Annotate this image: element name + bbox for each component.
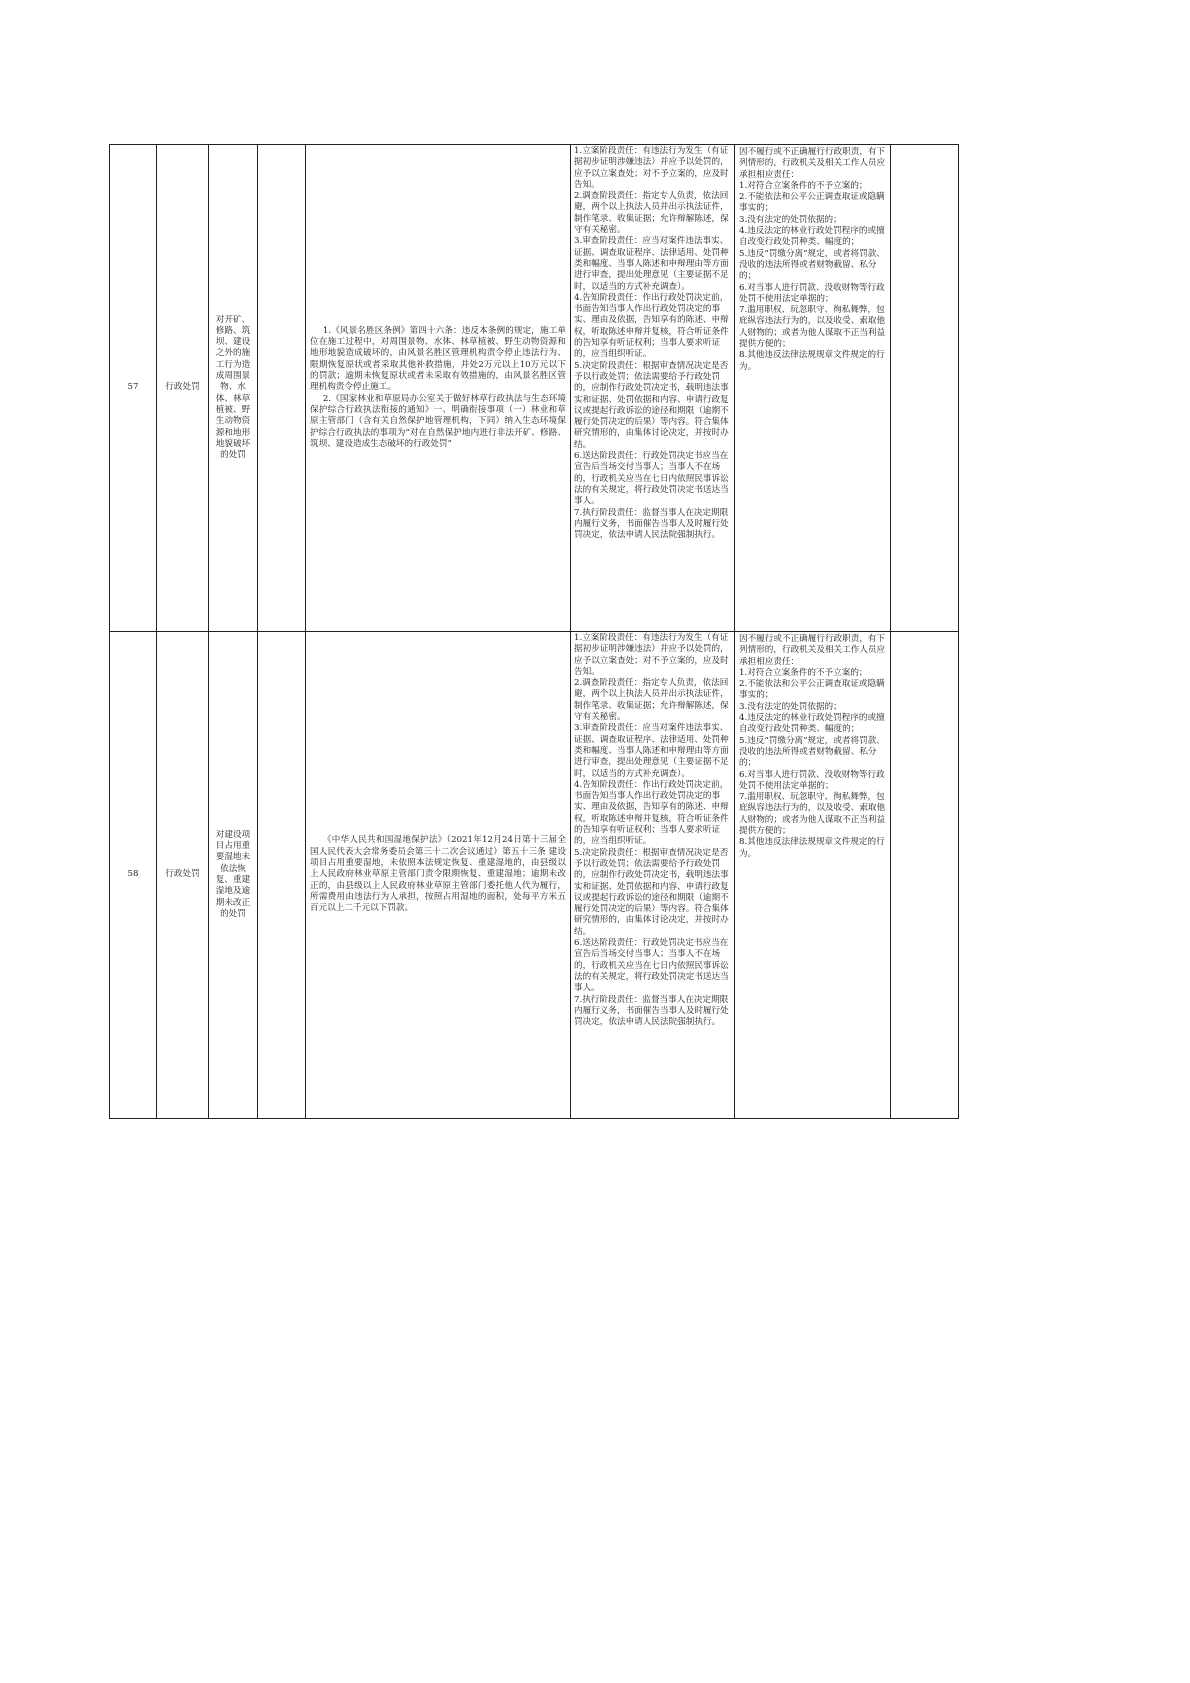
accountability-item: 2.不能依法和公平公正调查取证或隐瞒事实的；	[739, 192, 885, 214]
responsibility-item: 1.立案阶段责任：有违法行为发生（有证据初步证明涉嫌违法）并应予以处罚的，应予以立案查处；对不予立案的，应及时告知。	[574, 146, 729, 190]
accountability-item: 3.没有法定的处罚依据的；	[739, 701, 842, 712]
accountability-items	[735, 632, 891, 1119]
power-list-table	[109, 144, 959, 1119]
accountability-item: 4.违反法定的林业行政处罚程序的或擅自改变行政处罚种类、幅度的；	[739, 226, 885, 248]
accountability-item: 7.滥用职权、玩忽职守、徇私舞弊，包庇纵容违法行为的，以及收受、索取他人财物的；或者为他人谋取不正当利益提供方便的；	[739, 792, 886, 837]
legal-basis-clause: 2.《国家林业和草原局办公室关于做好林草行政执法与生态环境保护综合行政执法衔接的通知》一、明确衔接事项（一）林业和草原主管部门（含有关自然保护地管理机构，下同）纳入生态环境保护综合行政执法的事项为“对在自然保护地内进行非法开矿、修路、筑坝、建设造成生态破坏的行政处罚”	[310, 393, 566, 449]
accountability-item: 因不履行或不正确履行行政职责，有下列情形的，行政机关及相关工作人员应承担相应责任：	[739, 147, 886, 180]
responsibility-item: 2.调查阶段责任：指定专人负责，依法回避，两个以上执法人员并出示执法证件，制作笔录、收集证据；允许辩解陈述，保守有关秘密。	[574, 678, 729, 723]
responsibility-items	[571, 632, 735, 1119]
responsibility-item: 1.立案阶段责任：有违法行为发生（有证据初步证明涉嫌违法）并应予以处罚的，应予以立案查处；对不予立案的，应及时告知。	[574, 633, 729, 677]
table-row	[110, 145, 959, 632]
responsibility-item: 3.审查阶段责任：应当对案件违法事实、证据、调查取证程序、法律适用、处罚种类和幅度、当事人陈述和申辩理由等方面进行审查，提出处理意见（主要证据不足时，以适当的方式补充调查）。	[574, 236, 729, 292]
responsibility-item: 6.送达阶段责任：行政处罚决定书应当在宣告后当场交付当事人；当事人不在场的，行政机关应当在七日内依照民事诉讼法的有关规定，将行政处罚决定书送达当事人。	[574, 938, 729, 994]
accountability-item: 6.对当事人进行罚款、没收财物等行政处罚不使用法定单据的；	[739, 769, 885, 791]
legal-basis	[306, 145, 571, 632]
legal-basis	[306, 632, 571, 1119]
power-item-name: 对建设项目占用重要湿地未依法恢复、重建湿地及逾期未改正的处罚	[209, 632, 258, 1119]
accountability-item: 因不履行或不正确履行行政职责，有下列情形的，行政机关及相关工作人员应承担相应责任：	[739, 634, 886, 667]
accountability-item: 4.违反法定的林业行政处罚程序的或擅自改变行政处罚种类、幅度的；	[739, 713, 885, 735]
remarks-cell	[891, 632, 959, 1119]
responsibility-item: 6.送达阶段责任：行政处罚决定书应当在宣告后当场交付当事人；当事人不在场的，行政机关应当在七日内依照民事诉讼法的有关规定，将行政处罚决定书送达当事人。	[574, 451, 729, 507]
responsibility-item: 3.审查阶段责任：应当对案件违法事实、证据、调查取证程序、法律适用、处罚种类和幅度、当事人陈述和申辩理由等方面进行审查，提出处理意见（主要证据不足时，以适当的方式补充调查）。	[574, 723, 729, 779]
responsibility-item: 2.调查阶段责任：指定专人负责，依法回避，两个以上执法人员并出示执法证件，制作笔录、收集证据；允许辩解陈述，保守有关秘密。	[574, 191, 729, 236]
power-category: 行政处罚	[157, 632, 209, 1119]
row-number: 58	[110, 632, 157, 1119]
responsibility-item: 4.告知阶段责任：作出行政处罚决定前，书面告知当事人作出行政处罚决定的事实、理由及依据，告知享有的陈述、申辩权，听取陈述申辩并复核，符合听证条件的告知享有听证权利；当事人要求听证的，应当组织听证。	[574, 779, 729, 847]
power-category: 行政处罚	[157, 145, 209, 632]
responsibility-items	[571, 145, 735, 632]
accountability-item: 5.违反“罚缴分离”规定，或者将罚款、没收的违法所得或者财物截留、私分的；	[739, 735, 885, 769]
accountability-item: 6.对当事人进行罚款、没收财物等行政处罚不使用法定单据的；	[739, 282, 885, 304]
responsibility-item: 4.告知阶段责任：作出行政处罚决定前，书面告知当事人作出行政处罚决定的事实、理由及依据，告知享有的陈述、申辩权，听取陈述申辩并复核，符合听证条件的告知享有听证权利；当事人要求听证的，应当组织听证。	[574, 292, 729, 360]
accountability-item: 3.没有法定的处罚依据的；	[739, 214, 842, 225]
responsibility-item: 7.执行阶段责任：监督当事人在决定期限内履行义务，书面催告当事人及时履行处罚决定，依法申请人民法院强制执行。	[574, 994, 729, 1028]
responsibility-item: 5.决定阶段责任：根据审查情况决定是否予以行政处罚；依法需要给予行政处罚的，应制作行政处罚决定书，载明违法事实和证据、处罚依据和内容、申请行政复议或提起行政诉讼的途径和期限（逾期不履行处罚决定的后果）等内容。符合集体研究情形的，由集体讨论决定，并按时办结。	[574, 360, 729, 450]
power-item-name: 对开矿、修路、筑坝、建设之外的施工行为造成周围景物、水体、林草植被、野生动物资源和地形地貌破坏的处罚	[209, 145, 258, 632]
sub-item-cell	[258, 145, 306, 632]
row-number: 57	[110, 145, 157, 632]
accountability-item: 8.其他违反法律法规规章文件规定的行为。	[739, 837, 885, 859]
remarks-cell	[891, 145, 959, 632]
accountability-item: 1.对符合立案条件的不予立案的；	[739, 667, 868, 678]
responsibility-item: 7.执行阶段责任：监督当事人在决定期限内履行义务，书面催告当事人及时履行处罚决定，依法申请人民法院强制执行。	[574, 507, 729, 541]
accountability-item: 2.不能依法和公平公正调查取证或隐瞒事实的；	[739, 679, 885, 701]
accountability-item: 8.其他违反法律法规规章文件规定的行为。	[739, 350, 885, 372]
legal-basis-clause: 1.《风景名胜区条例》第四十六条：违反本条例的规定，施工单位在施工过程中，对周围景物、水体、林草植被、野生动物资源和地形地貌造成破坏的，由风景名胜区管理机构责令停止违法行为、限期恢复原状或者采取其他补救措施，并处2万元以上10万元以下的罚款；逾期未恢复原状或者未采取有效措施的，由风景名胜区管理机构责令停止施工。	[310, 325, 566, 393]
table-row	[110, 632, 959, 1119]
accountability-items	[735, 145, 891, 632]
accountability-item: 7.滥用职权、玩忽职守、徇私舞弊，包庇纵容违法行为的，以及收受、索取他人财物的；或者为他人谋取不正当利益提供方便的；	[739, 305, 886, 350]
legal-basis-clause: 《中华人民共和国湿地保护法》（2021年12月24日第十三届全国人民代表大会常务委员会第三十二次会议通过）第五十三条 建设项目占用重要湿地，未依照本法规定恢复、重建湿地的，由县级以上人民政府林业草原主管部门责令限期恢复、重建湿地；逾期未改正的，由县级以上人民政府林业草原主管部门委托他人代为履行，所需费用由违法行为人承担，按照占用湿地的面积，处每平方米五百元以上二千元以下罚款。	[310, 835, 566, 914]
sub-item-cell	[258, 632, 306, 1119]
accountability-item: 1.对符合立案条件的不予立案的；	[739, 180, 868, 191]
responsibility-item: 5.决定阶段责任：根据审查情况决定是否予以行政处罚；依法需要给予行政处罚的，应制作行政处罚决定书，载明违法事实和证据、处罚依据和内容、申请行政复议或提起行政诉讼的途径和期限（逾期不履行处罚决定的后果）等内容。符合集体研究情形的，由集体讨论决定，并按时办结。	[574, 847, 729, 937]
accountability-item: 5.违反“罚缴分离”规定，或者将罚款、没收的违法所得或者财物截留、私分的；	[739, 248, 885, 282]
